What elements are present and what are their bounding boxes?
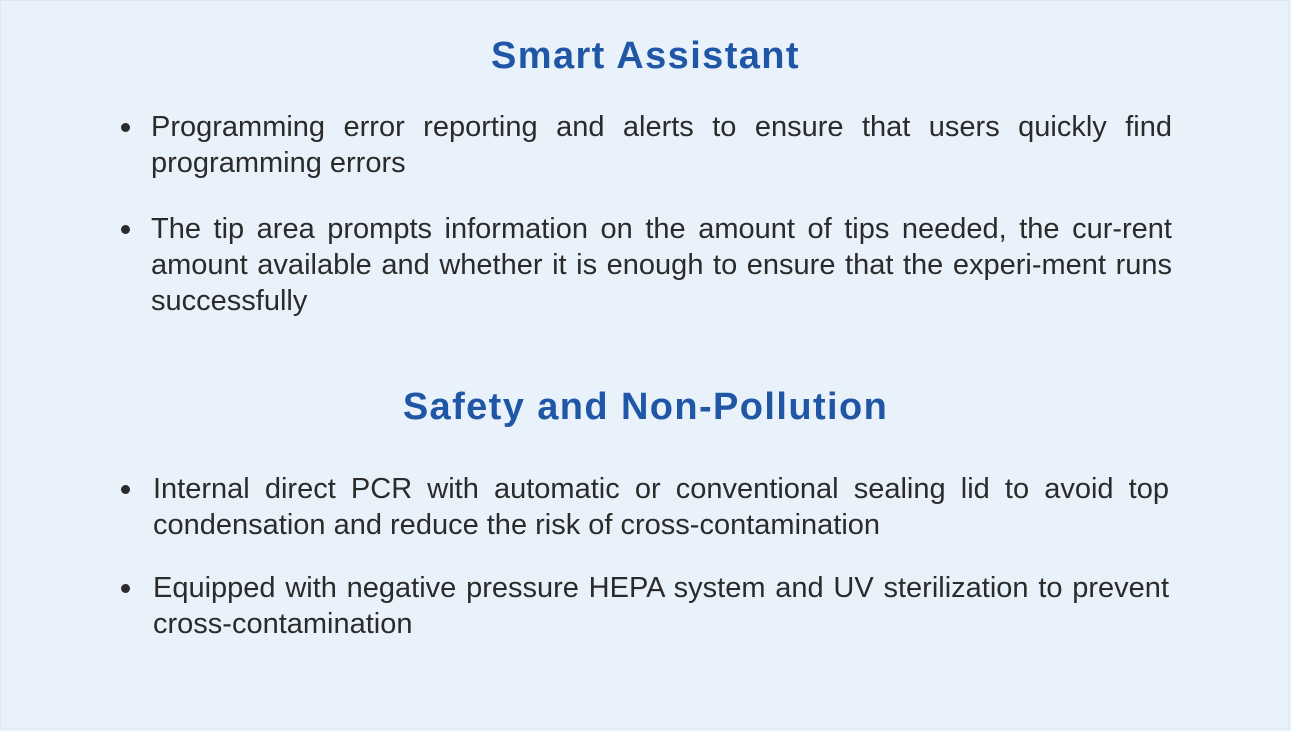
bullet-dot-icon — [121, 225, 130, 234]
list-item-text: Equipped with negative pressure HEPA system and UV sterilization to prevent cross-contamination — [153, 572, 1169, 640]
smart-assistant-list — [0, 109, 1291, 319]
list-item — [0, 211, 1172, 319]
section-title-safety-non-pollution: Safety and Non-Pollution — [402, 386, 889, 428]
list-item — [0, 109, 1172, 181]
list-item-text: Programming error reporting and alerts to ensure that users quickly find programming errors — [151, 111, 1172, 179]
list-item-text: Internal direct PCR with automatic or conventional sealing lid to avoid top condensation and reduce the risk of cross-contamination — [153, 473, 1169, 541]
section-title-smart-assistant: Smart Assistant — [491, 35, 800, 77]
list-item-text: The tip area prompts information on the amount of tips needed, the cur-rent amount available and whether it is enough to ensure that the experi-ment runs successfully — [151, 213, 1172, 317]
bullet-dot-icon — [121, 584, 130, 593]
bullet-dot-icon — [121, 123, 130, 132]
bullet-dot-icon — [121, 485, 130, 494]
list-item — [0, 570, 1169, 642]
list-item — [0, 471, 1169, 543]
safety-list — [0, 471, 1291, 642]
